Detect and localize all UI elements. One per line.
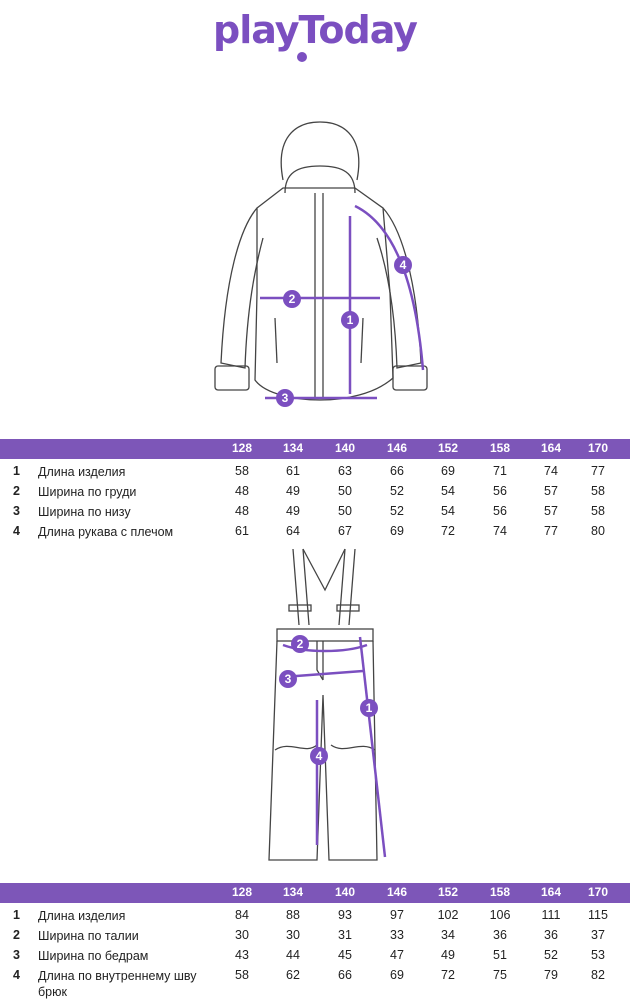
row-number: 3 — [13, 504, 20, 518]
cell-value: 43 — [235, 948, 249, 962]
cell-value: 72 — [441, 524, 455, 538]
cell-value: 69 — [441, 464, 455, 478]
size-header: 134 — [282, 441, 304, 455]
pants-marker-label-3: 3 — [284, 672, 292, 686]
cell-value: 115 — [588, 908, 608, 922]
cell-value: 66 — [390, 464, 404, 478]
cell-value: 67 — [338, 524, 352, 538]
size-header: 164 — [540, 441, 562, 455]
row-label: Ширина по талии — [38, 929, 139, 943]
cell-value: 51 — [493, 948, 507, 962]
row-label: Ширина по бедрам — [38, 949, 149, 963]
table-row — [0, 481, 630, 501]
jacket-size-table — [0, 439, 630, 541]
table-row — [0, 501, 630, 521]
cell-value: 30 — [235, 928, 249, 942]
cell-value: 62 — [286, 968, 300, 982]
jacket-marker-label-4: 4 — [399, 258, 407, 272]
table-row — [0, 461, 630, 481]
row-number: 3 — [13, 948, 20, 962]
cell-value: 30 — [286, 928, 300, 942]
cell-value: 82 — [591, 968, 605, 982]
cell-value: 77 — [544, 524, 558, 538]
size-header: 158 — [489, 441, 511, 455]
jacket-markers — [0, 0, 630, 420]
cell-value: 37 — [591, 928, 605, 942]
cell-value: 56 — [493, 504, 507, 518]
size-header: 164 — [540, 885, 562, 899]
cell-value: 49 — [441, 948, 455, 962]
size-header: 134 — [282, 885, 304, 899]
cell-value: 49 — [286, 504, 300, 518]
pants-markers — [0, 540, 630, 880]
cell-value: 69 — [390, 968, 404, 982]
table-row — [0, 945, 630, 965]
row-label: Длина по внутреннему шву брюк — [38, 969, 197, 999]
size-header: 170 — [587, 885, 609, 899]
row-label: Ширина по низу — [38, 505, 131, 519]
row-label: Ширина по груди — [38, 485, 137, 499]
cell-value: 69 — [390, 524, 404, 538]
cell-value: 79 — [544, 968, 558, 982]
cell-value: 64 — [286, 524, 300, 538]
cell-value: 54 — [441, 484, 455, 498]
cell-value: 63 — [338, 464, 352, 478]
cell-value: 111 — [541, 908, 561, 922]
cell-value: 50 — [338, 484, 352, 498]
cell-value: 48 — [235, 484, 249, 498]
cell-value: 61 — [235, 524, 249, 538]
cell-value: 50 — [338, 504, 352, 518]
cell-value: 44 — [286, 948, 300, 962]
cell-value: 88 — [286, 908, 300, 922]
cell-value: 72 — [441, 968, 455, 982]
row-number: 4 — [13, 524, 20, 538]
size-header: 152 — [437, 441, 459, 455]
cell-value: 61 — [286, 464, 300, 478]
cell-value: 75 — [493, 968, 507, 982]
size-header: 170 — [587, 441, 609, 455]
cell-value: 36 — [493, 928, 507, 942]
cell-value: 31 — [338, 928, 352, 942]
cell-value: 80 — [591, 524, 605, 538]
cell-value: 48 — [235, 504, 249, 518]
cell-value: 97 — [390, 908, 404, 922]
size-header: 146 — [386, 885, 408, 899]
cell-value: 52 — [390, 504, 404, 518]
size-header: 140 — [334, 441, 356, 455]
row-number: 1 — [13, 908, 20, 922]
cell-value: 47 — [390, 948, 404, 962]
cell-value: 53 — [591, 948, 605, 962]
cell-value: 49 — [286, 484, 300, 498]
row-number: 4 — [13, 968, 20, 982]
cell-value: 45 — [338, 948, 352, 962]
cell-value: 58 — [591, 504, 605, 518]
pants-size-table — [0, 883, 630, 999]
pants-marker-label-2: 2 — [296, 637, 304, 651]
cell-value: 74 — [544, 464, 558, 478]
size-header: 128 — [231, 441, 253, 455]
cell-value: 84 — [235, 908, 249, 922]
jacket-marker-label-2: 2 — [288, 292, 296, 306]
cell-value: 106 — [489, 908, 511, 922]
row-label: Длина изделия — [38, 465, 126, 479]
cell-value: 66 — [338, 968, 352, 982]
jacket-table-header — [0, 439, 630, 459]
cell-value: 57 — [544, 484, 558, 498]
cell-value: 34 — [441, 928, 455, 942]
cell-value: 74 — [493, 524, 507, 538]
size-header: 146 — [386, 441, 408, 455]
size-header: 140 — [334, 885, 356, 899]
cell-value: 56 — [493, 484, 507, 498]
cell-value: 57 — [544, 504, 558, 518]
table-row — [0, 521, 630, 541]
jacket-marker-label-1: 1 — [346, 313, 354, 327]
pants-marker-label-4: 4 — [315, 749, 323, 763]
cell-value: 102 — [437, 908, 459, 922]
table-row — [0, 965, 630, 999]
pants-table-header — [0, 883, 630, 903]
cell-value: 58 — [235, 464, 249, 478]
cell-value: 93 — [338, 908, 352, 922]
jacket-marker-label-3: 3 — [281, 391, 289, 405]
row-number: 2 — [13, 484, 20, 498]
size-header: 152 — [437, 885, 459, 899]
cell-value: 52 — [390, 484, 404, 498]
size-header: 128 — [231, 885, 253, 899]
logo-text: playToday — [213, 8, 417, 52]
pants-marker-label-1: 1 — [365, 701, 373, 715]
row-number: 1 — [13, 464, 20, 478]
table-row — [0, 905, 630, 925]
cell-value: 71 — [493, 464, 507, 478]
cell-value: 54 — [441, 504, 455, 518]
cell-value: 77 — [591, 464, 605, 478]
row-label: Длина изделия — [38, 909, 126, 923]
size-header: 158 — [489, 885, 511, 899]
cell-value: 58 — [235, 968, 249, 982]
cell-value: 33 — [390, 928, 404, 942]
table-row — [0, 925, 630, 945]
row-number: 2 — [13, 928, 20, 942]
cell-value: 36 — [544, 928, 558, 942]
cell-value: 52 — [544, 948, 558, 962]
row-label: Длина рукава с плечом — [38, 525, 174, 539]
cell-value: 58 — [591, 484, 605, 498]
